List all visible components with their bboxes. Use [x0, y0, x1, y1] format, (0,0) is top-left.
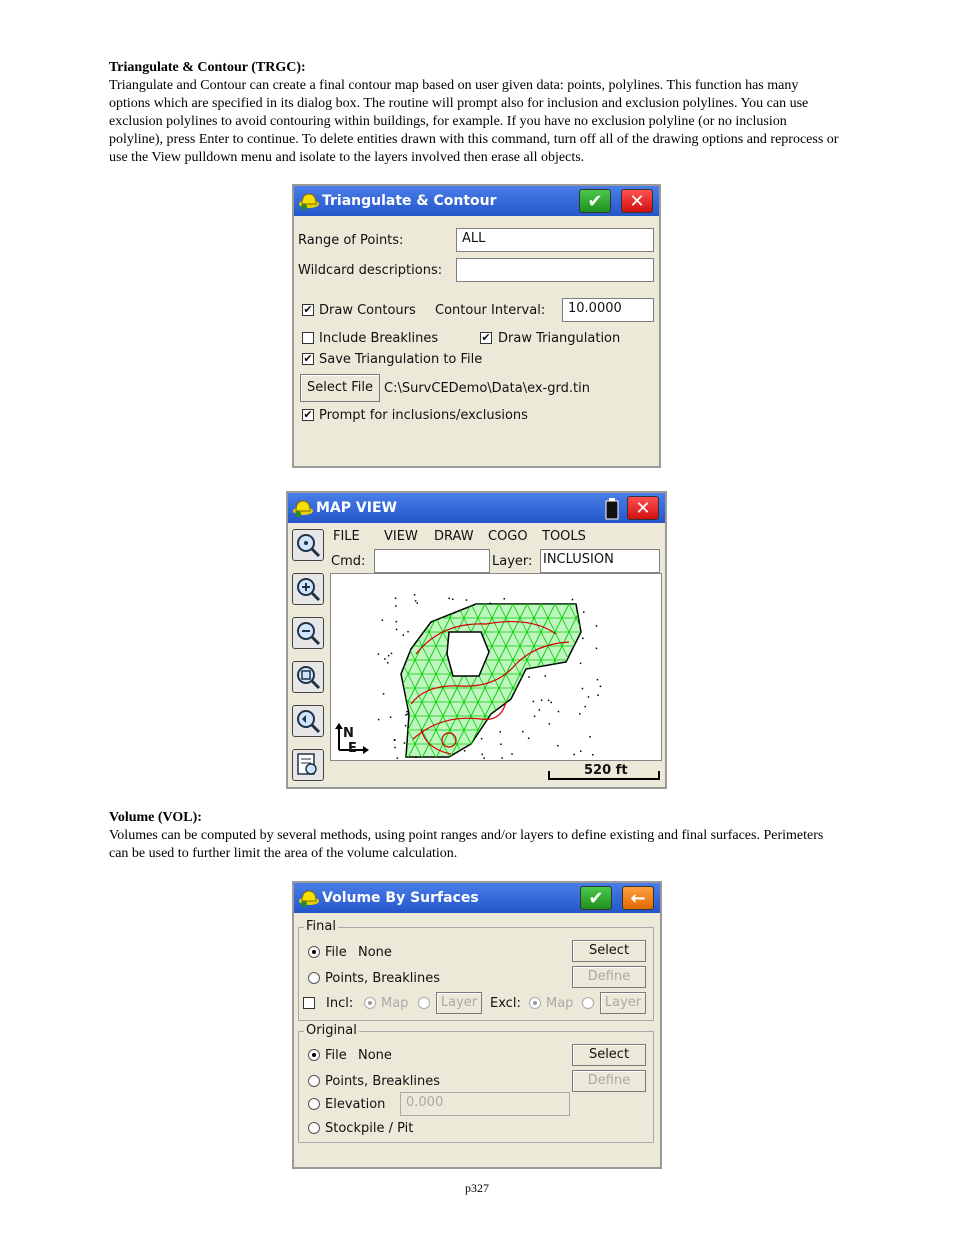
triangulation-edge — [429, 758, 450, 760]
triangulation-edge — [548, 716, 569, 730]
prompt-inclusions-checkbox[interactable]: ✔ — [303, 408, 313, 421]
final-excl-layer-radio[interactable] — [582, 997, 594, 1009]
survey-point — [481, 738, 483, 740]
triangulation-edge — [415, 758, 436, 760]
survey-point — [394, 747, 396, 749]
hardhat-icon — [292, 497, 314, 519]
triangulation-edge — [562, 688, 583, 702]
zoom-out-tool[interactable] — [292, 617, 324, 649]
zoom-in-icon — [293, 574, 323, 604]
survey-point — [558, 711, 560, 713]
survey-point — [384, 658, 386, 660]
survey-point — [539, 709, 541, 711]
view-options-tool[interactable] — [292, 749, 324, 781]
map-view-window — [286, 491, 667, 789]
layer-label: Layer: — [492, 554, 533, 569]
contour-interval-label: Contour Interval: — [435, 303, 546, 318]
survey-point — [396, 621, 398, 623]
survey-point — [545, 675, 547, 677]
survey-point — [500, 731, 502, 733]
triangulation-edge — [506, 744, 527, 758]
triangulation-edge — [555, 674, 576, 688]
triangulation-edge — [541, 674, 562, 688]
final-excl-map-label: Map — [546, 996, 574, 1011]
survey-point — [511, 753, 513, 755]
survey-point — [533, 701, 535, 703]
contour-interval-input[interactable]: 10.0000 — [562, 298, 654, 322]
survey-point — [528, 676, 530, 678]
survey-point — [466, 599, 468, 601]
triangulation-edge — [457, 758, 478, 760]
original-group-label: Original — [306, 1023, 357, 1038]
east-label: E — [348, 741, 357, 756]
triangulation-edge — [401, 758, 422, 760]
north-label: N — [343, 726, 354, 741]
triangulation-edge — [520, 716, 541, 730]
file-path-text: C:\SurvCEDemo\Data\ex-grd.tin — [384, 381, 590, 396]
survey-point — [387, 662, 389, 664]
survey-point — [388, 655, 390, 657]
menu-cogo[interactable]: COGO — [488, 529, 528, 544]
original-points-label: Points, Breaklines — [325, 1074, 441, 1089]
final-incl-map-radio[interactable] — [364, 997, 376, 1009]
final-incl-layer-button[interactable]: Layer — [436, 992, 482, 1014]
scale-label: 520 ft — [584, 763, 628, 778]
triangulation-edge — [555, 758, 576, 760]
triangulation-edge — [478, 744, 499, 758]
survey-point — [378, 719, 380, 721]
triangulation-edge — [569, 730, 590, 744]
draw-contours-label: Draw Contours — [319, 303, 416, 318]
final-file-value: None — [358, 945, 392, 960]
triangulation-edge — [492, 744, 513, 758]
ok-button[interactable] — [579, 189, 611, 213]
volume-titlebar — [294, 883, 660, 913]
range-of-points-label: Range of Points: — [298, 233, 404, 248]
final-points-radio[interactable] — [308, 972, 320, 984]
scale-bar — [548, 763, 660, 781]
zoom-window-icon — [293, 662, 323, 692]
triangulation-edge — [541, 702, 562, 716]
triangulation-edge — [569, 674, 590, 688]
final-incl-label: Incl: — [326, 996, 354, 1011]
map-canvas[interactable] — [330, 573, 662, 761]
triangulation-edge — [443, 758, 464, 760]
save-triangulation-checkbox[interactable]: ✔ — [303, 352, 313, 365]
survey-point — [406, 711, 408, 713]
draw-triangulation-label: Draw Triangulation — [498, 331, 621, 346]
save-triangulation-label: Save Triangulation to File — [319, 352, 483, 367]
triangulation-edge — [541, 758, 562, 760]
section-body-trgc: Triangulate and Contour can create a final contour map based on user given data: points, polylines. This function has many options which are specified in its dialog box. The routine will prompt also for inclusion and exclusion polylines. You can use exclusion polylines to avoid contouring within buildings, for example. If you have no exclusion polyline (or no inclusion polyline), press Enter to continue. To delete entities drawn with this command, turn off all of the drawing options and reprocess or use the View pulldown menu and isolate to the layers involved then erase all objects. — [109, 78, 839, 165]
triangulation-edge — [506, 716, 527, 730]
triangulation-edge — [576, 660, 597, 674]
survey-point — [405, 725, 407, 727]
final-define-button[interactable]: Define — [572, 966, 646, 988]
triangulation-edge — [534, 716, 555, 730]
zoom-previous-tool[interactable] — [292, 705, 324, 737]
draw-contours-checkbox[interactable]: ✔ — [303, 303, 313, 316]
original-file-value: None — [358, 1048, 392, 1063]
original-stockpile-label: Stockpile / Pit — [325, 1121, 414, 1136]
survey-point — [597, 679, 599, 681]
triangulation-edge — [471, 758, 492, 760]
triangulation-edge — [394, 632, 415, 646]
original-file-radio[interactable] — [308, 1049, 320, 1061]
map-title: MAP VIEW — [316, 500, 397, 516]
final-group-label: Final — [306, 919, 336, 934]
menu-view[interactable]: VIEW — [384, 529, 418, 544]
original-elevation-radio[interactable] — [308, 1098, 320, 1110]
triangulation-edge — [408, 604, 429, 618]
final-incl-layer-radio[interactable] — [418, 997, 430, 1009]
survey-point — [405, 714, 407, 716]
page-number: p327 — [465, 1181, 489, 1195]
survey-point — [414, 594, 416, 596]
battery-icon — [605, 498, 619, 520]
cmd-input[interactable] — [374, 549, 490, 573]
triangulation-edge — [555, 702, 576, 716]
final-incl-checkbox[interactable] — [303, 997, 315, 1009]
triangulation-edge — [576, 604, 597, 618]
survey-point — [528, 738, 530, 740]
survey-point — [597, 695, 599, 697]
hardhat-icon — [298, 190, 320, 212]
survey-point — [501, 757, 503, 759]
survey-point — [580, 663, 582, 665]
survey-point — [600, 686, 602, 688]
survey-point — [504, 598, 506, 600]
triangulation-edge — [534, 688, 555, 702]
triangulation-edge — [520, 688, 541, 702]
original-file-label: File — [325, 1048, 347, 1063]
survey-point — [382, 620, 384, 622]
survey-point — [452, 599, 454, 601]
draw-triangulation-checkbox[interactable]: ✔ — [481, 331, 491, 344]
original-points-radio[interactable] — [308, 1075, 320, 1087]
triangulation-edge — [576, 688, 597, 702]
wildcard-descriptions-input[interactable] — [456, 258, 654, 282]
survey-point — [403, 634, 405, 636]
survey-point — [407, 714, 409, 716]
original-elevation-input[interactable]: 0.000 — [400, 1092, 570, 1116]
survey-point — [592, 754, 594, 756]
triangulation-edge — [513, 758, 534, 760]
survey-point — [583, 611, 585, 613]
survey-point — [589, 736, 591, 738]
section-title-vol: Volume (VOL): — [109, 810, 202, 825]
survey-point — [396, 629, 398, 631]
include-breaklines-label: Include Breaklines — [319, 331, 439, 346]
layer-input[interactable]: INCLUSION — [540, 549, 660, 573]
contour-map — [331, 574, 661, 760]
final-incl-map-label: Map — [381, 996, 409, 1011]
volume-title: Volume By Surfaces — [322, 890, 479, 906]
menu-tools[interactable]: TOOLS — [542, 529, 586, 544]
triangulation-edge — [569, 758, 590, 760]
volume-by-surfaces-dialog — [292, 881, 662, 1169]
wildcard-descriptions-label: Wildcard descriptions: — [298, 263, 443, 278]
survey-point — [417, 602, 419, 604]
survey-point — [500, 744, 502, 746]
survey-point — [391, 653, 393, 655]
menu-draw[interactable]: DRAW — [434, 529, 474, 544]
original-define-button[interactable]: Define — [572, 1070, 646, 1092]
triangulation-edge — [576, 716, 597, 730]
include-breaklines-checkbox[interactable] — [302, 332, 314, 344]
triangulation-edge — [499, 730, 520, 744]
close-button[interactable] — [627, 496, 659, 520]
zoom-in-tool[interactable] — [292, 573, 324, 605]
range-of-points-input[interactable]: ALL — [456, 228, 654, 252]
survey-point — [549, 723, 551, 725]
survey-point — [394, 739, 396, 741]
survey-point — [548, 700, 550, 702]
check-icon: ✔ — [587, 190, 603, 212]
triangulation-edge — [527, 730, 548, 744]
triangulation-edge — [562, 744, 583, 758]
triangulation-edge — [401, 618, 422, 632]
zoom-previous-icon — [293, 706, 323, 736]
section-title-trgc: Triangulate & Contour (TRGC): — [109, 60, 306, 75]
arrow-left-icon: ← — [630, 887, 646, 909]
dialog-titlebar — [294, 186, 659, 216]
close-button[interactable] — [621, 189, 653, 213]
survey-point — [464, 750, 466, 752]
survey-point — [534, 716, 536, 718]
zoom-extents-tool[interactable] — [292, 529, 324, 561]
survey-point — [585, 706, 587, 708]
survey-point — [582, 688, 584, 690]
survey-point — [397, 757, 399, 759]
final-excl-label: Excl: — [490, 996, 521, 1011]
ok-button[interactable] — [580, 886, 612, 910]
triangulation-edge — [422, 604, 443, 618]
survey-point — [522, 731, 524, 733]
survey-point — [588, 696, 590, 698]
survey-point — [390, 716, 392, 718]
select-file-button[interactable]: Select File — [300, 374, 380, 402]
survey-point — [541, 700, 543, 702]
survey-point — [404, 742, 406, 744]
check-icon: ✔ — [588, 887, 604, 909]
menu-file[interactable]: FILE — [333, 529, 360, 544]
cmd-label: Cmd: — [331, 554, 366, 569]
triangulation-edge — [485, 730, 506, 744]
dialog-title: Triangulate & Contour — [322, 193, 497, 209]
triangulation-edge — [527, 702, 548, 716]
triangulation-edge — [555, 730, 576, 744]
view-options-icon — [293, 750, 323, 780]
final-excl-map-radio[interactable] — [529, 997, 541, 1009]
back-button[interactable] — [622, 886, 654, 910]
final-file-label: File — [325, 945, 347, 960]
final-file-radio[interactable] — [308, 946, 320, 958]
zoom-out-icon — [293, 618, 323, 648]
survey-point — [572, 599, 574, 601]
survey-point — [596, 648, 598, 650]
close-icon: ✕ — [635, 497, 651, 519]
survey-point — [580, 750, 582, 752]
original-select-button[interactable]: Select — [572, 1044, 646, 1066]
final-select-button[interactable]: Select — [572, 940, 646, 962]
close-icon: ✕ — [629, 190, 645, 212]
survey-point — [448, 598, 450, 600]
zoom-extents-icon — [293, 530, 323, 560]
triangulation-edge — [548, 688, 569, 702]
survey-point — [383, 693, 385, 695]
survey-point — [557, 745, 559, 747]
final-points-label: Points, Breaklines — [325, 971, 441, 986]
survey-point — [582, 638, 584, 640]
prompt-inclusions-label: Prompt for inclusions/exclusions — [319, 408, 528, 423]
hardhat-icon — [298, 887, 320, 909]
original-stockpile-radio[interactable] — [308, 1122, 320, 1134]
triangulation-edge — [576, 744, 597, 758]
triangulation-edge — [394, 604, 415, 618]
survey-point — [573, 754, 575, 756]
triangulate-contour-dialog — [292, 184, 661, 468]
survey-point — [415, 600, 417, 602]
survey-point — [395, 605, 397, 607]
north-east-arrows — [333, 722, 373, 758]
survey-point — [407, 631, 409, 633]
triangulation-edge — [541, 730, 562, 744]
triangulation-edge — [513, 702, 534, 716]
triangulation-edge — [520, 744, 541, 758]
survey-point — [378, 653, 380, 655]
triangulation-edge — [527, 758, 548, 760]
survey-point — [596, 625, 598, 627]
survey-point — [579, 713, 581, 715]
final-excl-layer-button[interactable]: Layer — [600, 992, 646, 1014]
survey-point — [395, 598, 397, 600]
map-titlebar — [288, 493, 665, 523]
section-body-vol: Volumes can be computed by several methods, using point ranges and/or layers to define existing and final surfaces. Perimeters can be used to further limit the area of the volume calculation. — [109, 828, 824, 861]
survey-point — [551, 702, 553, 704]
zoom-window-tool[interactable] — [292, 661, 324, 693]
triangulation-edge — [534, 744, 555, 758]
survey-point — [483, 757, 485, 759]
triangulation-edge — [562, 716, 583, 730]
original-elevation-label: Elevation — [325, 1097, 386, 1112]
survey-point — [481, 754, 483, 756]
